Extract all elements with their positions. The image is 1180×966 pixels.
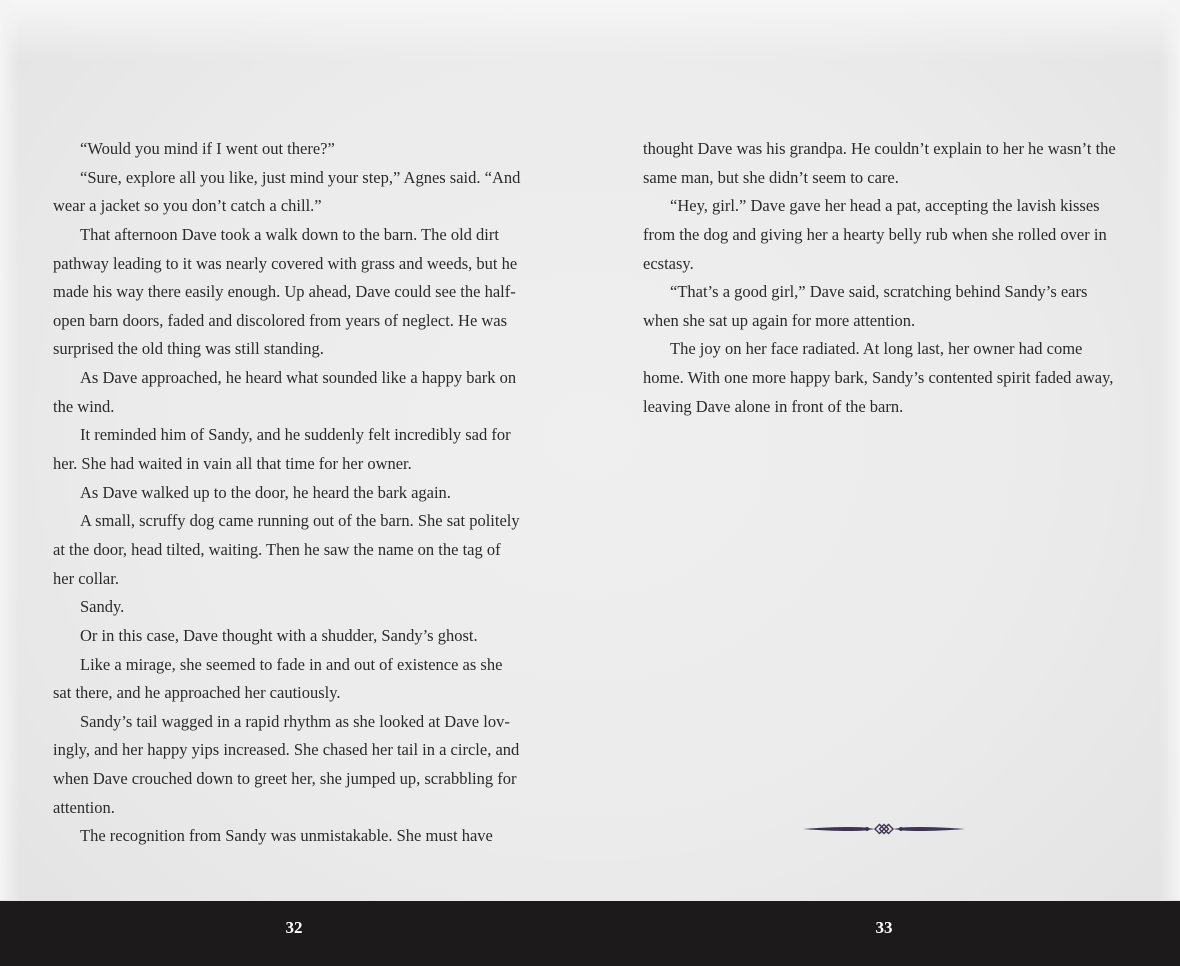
text-line: her. She had waited in vain all that time for her owner. bbox=[53, 454, 412, 474]
text-line: sat there, and he approached her cautiously. bbox=[53, 683, 341, 703]
text-line: A small, scruffy dog came running out of the barn. She sat politely bbox=[80, 511, 520, 531]
text-line: attention. bbox=[53, 797, 115, 817]
text-line: when she sat up again for more attention. bbox=[643, 310, 916, 330]
text-line: same man, but she didn’t seem to care. bbox=[643, 167, 899, 187]
text-line: “That’s a good girl,” Dave said, scratching behind Sandy’s ears bbox=[670, 282, 1088, 302]
page-footer-bar bbox=[0, 901, 1180, 966]
left-page-text bbox=[53, 135, 543, 851]
text-line: It reminded him of Sandy, and he suddenly felt incredibly sad for bbox=[80, 425, 511, 445]
text-line: made his way there easily enough. Up ahead, Dave could see the half- bbox=[53, 282, 516, 302]
right-page-text bbox=[643, 135, 1133, 421]
text-line: home. With one more happy bark, Sandy’s contented spirit faded away, bbox=[643, 368, 1114, 388]
text-line: “Sure, explore all you like, just mind your step,” Agnes said. “And bbox=[80, 167, 521, 187]
text-line: As Dave approached, he heard what sounded like a happy bark on bbox=[80, 368, 517, 388]
text-line: As Dave walked up to the door, he heard the bark again. bbox=[80, 482, 451, 502]
text-line: pathway leading to it was nearly covered with grass and weeds, but he bbox=[53, 253, 518, 273]
text-line: surprised the old thing was still standing. bbox=[53, 339, 324, 359]
text-line: wear a jacket so you don’t catch a chill.” bbox=[53, 196, 322, 216]
text-line: That afternoon Dave took a walk down to the barn. The old dirt bbox=[80, 224, 499, 244]
text-line: Or in this case, Dave thought with a shudder, Sandy’s ghost. bbox=[80, 625, 478, 645]
paper-texture-edge bbox=[1160, 0, 1180, 900]
text-line: leaving Dave alone in front of the barn. bbox=[643, 396, 904, 416]
section-divider-flourish-icon bbox=[803, 820, 965, 838]
text-line: ecstasy. bbox=[643, 253, 694, 273]
text-line: Like a mirage, she seemed to fade in and out of existence as she bbox=[80, 654, 503, 674]
text-line: “Hey, girl.” Dave gave her head a pat, accepting the lavish kisses bbox=[670, 196, 1100, 216]
text-line: from the dog and giving her a hearty belly rub when she rolled over in bbox=[643, 224, 1107, 244]
text-line: Sandy’s tail wagged in a rapid rhythm as she looked at Dave lov- bbox=[80, 711, 510, 731]
text-line: “Would you mind if I went out there?” bbox=[80, 139, 335, 158]
text-line: at the door, head tilted, waiting. Then he saw the name on the tag of bbox=[53, 539, 501, 559]
text-line: her collar. bbox=[53, 568, 119, 588]
text-line: open barn doors, faded and discolored from years of neglect. He was bbox=[53, 310, 508, 330]
paper-texture-edge bbox=[0, 0, 1180, 60]
text-line: the wind. bbox=[53, 396, 115, 416]
text-line: The joy on her face radiated. At long last, her owner had come bbox=[670, 339, 1083, 359]
page-number-left: 32 bbox=[285, 918, 303, 937]
text-line: when Dave crouched down to greet her, she jumped up, scrabbling for bbox=[53, 769, 517, 789]
text-line: Sandy. bbox=[80, 597, 125, 617]
text-line: The recognition from Sandy was unmistakable. She must have bbox=[80, 826, 493, 846]
page-number-right: 33 bbox=[875, 918, 893, 937]
paper-texture-edge bbox=[0, 0, 20, 900]
text-line: ingly, and her happy yips increased. She chased her tail in a circle, and bbox=[53, 740, 520, 760]
text-line: thought Dave was his grandpa. He couldn’t explain to her he wasn’t the bbox=[643, 139, 1116, 158]
